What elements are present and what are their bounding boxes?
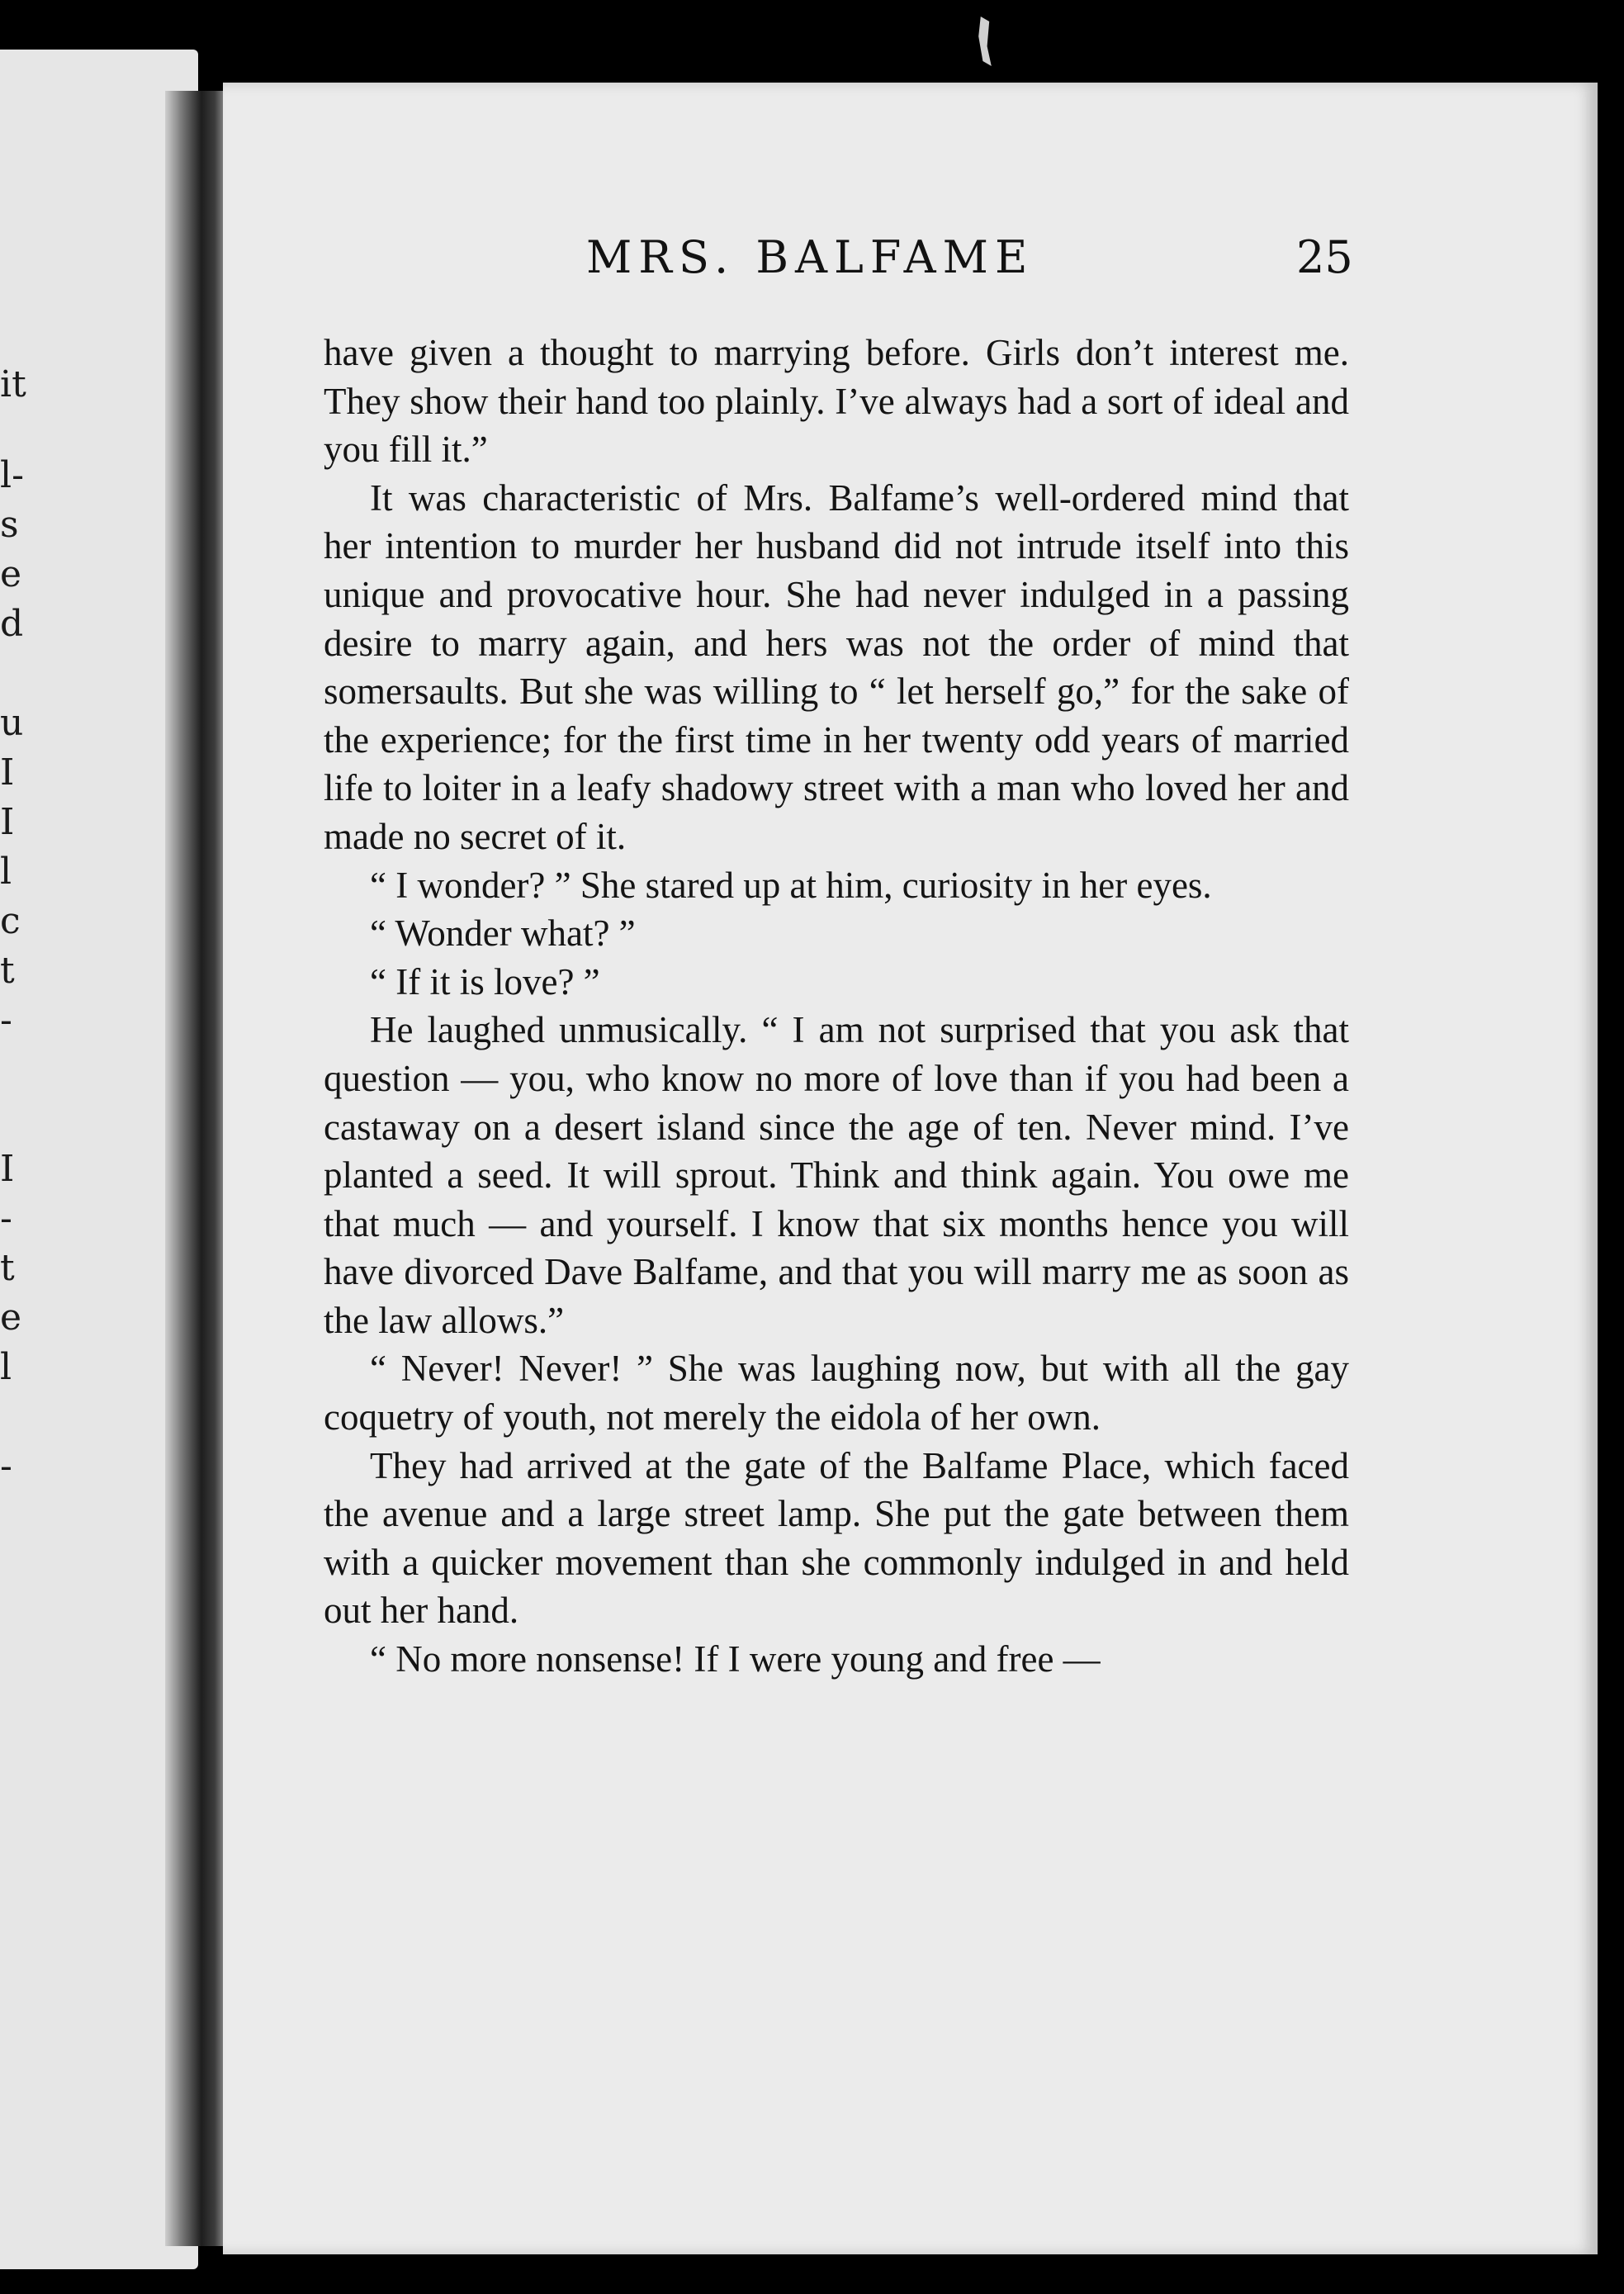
paragraph: “ Never! Never! ” She was laughing now, but with all the gay coquetry of youth, not merely the eidola of her own. [324,1348,1349,1438]
scan-speck [974,17,996,66]
left-fragment: t [0,1247,15,1289]
left-fragment: u [0,702,24,744]
running-head [537,231,1353,289]
paragraph: It was characteristic of Mrs. Balfame’s well-ordered mind that her intention to murder her husband did not intrude itself into this unique and provocative hour. She had never indulged in a passing desire to marry again, and hers was not the order of mind that somersaults. But she was willing to “ let herself go,” for the sake of the experience; for the first time in her twenty odd years of married life to loiter in a leafy shadowy street with a man who loved her and made no secret of it. [324,476,1349,857]
left-fragment: l [0,851,12,893]
left-fragment: it [0,363,26,405]
left-fragment: - [0,999,12,1041]
paragraph: “ If it is love? ” [370,960,600,1002]
book-gutter-shadow [165,91,231,2246]
left-fragment: - [0,1445,12,1487]
paragraph: They had arrived at the gate of the Balfame Place, which faced the avenue and a large street lamp. She put the gate between them with a quicker movement than she commonly indulged in and held out her hand. [324,1444,1349,1632]
left-fragment: l- [0,454,24,496]
left-fragment: - [0,1197,12,1239]
body-text [324,329,1349,1684]
left-fragment: e [0,1296,22,1339]
paragraph: have given a thought to marrying before. Girls don’t interest me. They show their hand too plainly. I’ve always had a sort of ideal and you fill it.” [324,332,1349,471]
running-title: MRS. BALFAME [586,231,1035,283]
paragraph: He laughed unmusically. “ I am not surprised that you ask that question — you, who know no more of love than if you had been a castaway on a desert island since the age of ten. Never mind. I’ve planted a seed. It will sprout. Think and think again. You owe me that much — and yourself. I know that six months hence you will have divorced Dave Balfame, and that you will marry me as soon as the law allows.” [324,1009,1349,1341]
left-fragment: t [0,950,15,992]
paragraph: “ Wonder what? ” [370,912,636,955]
left-fragment: e [0,553,22,595]
left-fragment: I [0,1148,15,1190]
left-fragment: c [0,900,21,942]
page-number: 25 [1296,231,1353,283]
paragraph: “ No more nonsense! If I were young and free — [370,1638,1101,1680]
left-fragment: I [0,801,15,843]
left-fragment: I [0,751,15,794]
paragraph: “ I wonder? ” She stared up at him, curiosity in her eyes. [370,864,1212,906]
left-fragment: d [0,603,24,645]
left-fragment: l [0,1346,12,1388]
left-fragment: s [0,504,19,546]
